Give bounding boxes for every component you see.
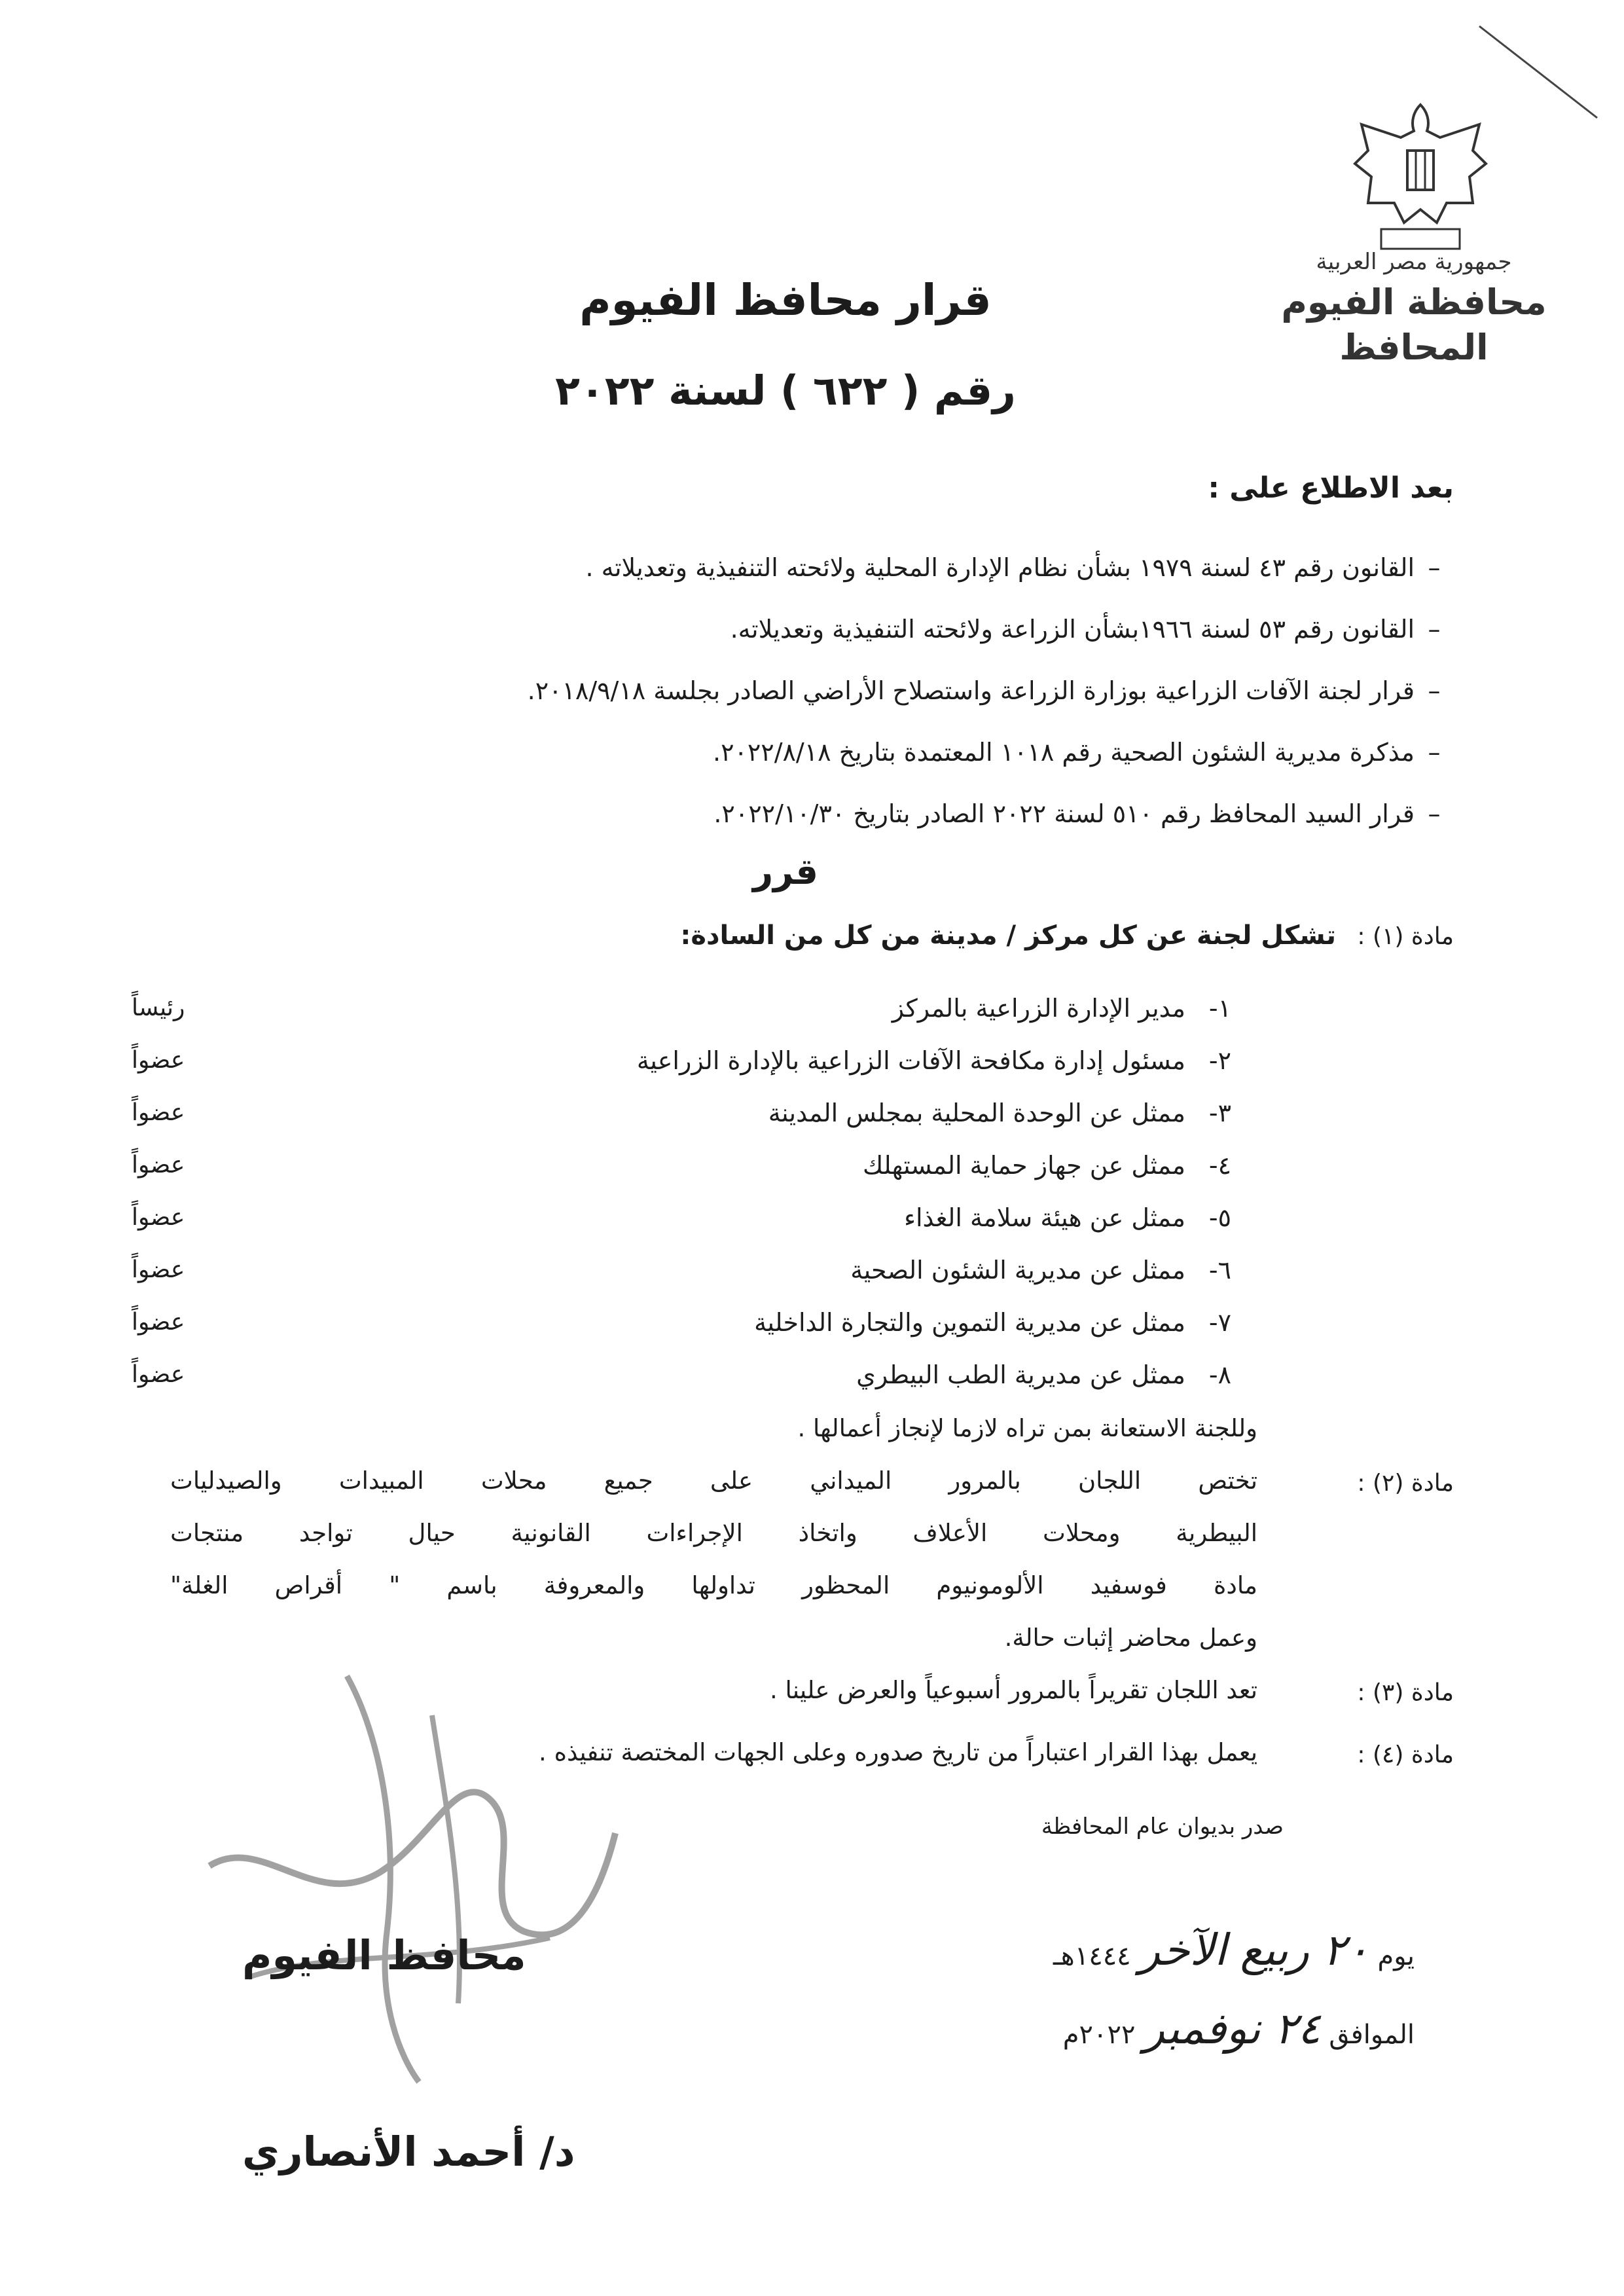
governor-name: د/ أحمد الأنصاري — [242, 2128, 575, 2176]
article2-line: البيطرية ومحلات الأعلاف واتخاذ الإجراءات القانونية حيال تواجد منتجات — [170, 1519, 1257, 1547]
references-list — [145, 537, 1454, 845]
member-role: عضواً — [132, 1204, 185, 1231]
hijri-date: يوم ٢٠ ربيع الآخر ١٤٤٤هـ — [1053, 1925, 1415, 1975]
member-item: ١-مدير الإدارة الزراعية بالمركز رئيساً — [184, 982, 1231, 1034]
decree-number: رقم ( ٦٢٢ ) لسنة ٢٠٢٢ — [555, 367, 1016, 414]
reference-item: –قرار لجنة الآفات الزراعية بوزارة الزراعة واستصلاح الأراضي الصادر بجلسة ٢٠١٨/٩/١٨. — [527, 676, 1441, 705]
article4-label: مادة (٤) : — [1357, 1741, 1454, 1768]
member-role: عضواً — [132, 1099, 185, 1126]
gregorian-date: الموافق ٢٤ نوفمبر ٢٠٢٢م — [1062, 2003, 1415, 2054]
governor-title: محافظ الفيوم — [242, 1931, 526, 1979]
article4-text: يعمل بهذا القرار اعتباراً من تاريخ صدوره وعلى الجهات المختصة تنفيذه . — [539, 1738, 1257, 1766]
article2-label: مادة (٢) : — [1357, 1470, 1454, 1497]
member-role: عضواً — [132, 1256, 185, 1283]
eagle-emblem-icon — [1342, 92, 1499, 262]
article3-text: تعد اللجان تقريراً بالمرور أسبوعياً والعرض علينا . — [769, 1676, 1257, 1704]
signature-image — [183, 1637, 641, 2095]
member-role: عضواً — [132, 1047, 185, 1074]
committee-members-list — [132, 982, 1231, 1401]
member-role: عضواً — [132, 1361, 185, 1388]
seal-governorate: محافظة الفيوم — [1281, 282, 1547, 323]
reference-item: –مذكرة مديرية الشئون الصحية رقم ١٠١٨ المعتمدة بتاريخ ٢٠٢٢/٨/١٨. — [712, 738, 1441, 767]
preamble-intro: بعد الاطلاع على : — [1208, 471, 1454, 505]
article3-label: مادة (٣) : — [1357, 1679, 1454, 1706]
member-item: ٧-ممثل عن مديرية التموين والتجارة الداخلية عضواً — [184, 1296, 1231, 1349]
reference-item: –قرار السيد المحافظ رقم ٥١٠ لسنة ٢٠٢٢ الصادر بتاريخ ٢٠٢٢/١٠/٣٠. — [713, 799, 1441, 828]
decree-title: قرار محافظ الفيوم — [579, 275, 992, 325]
handwritten-gregorian: ٢٤ نوفمبر — [1144, 2003, 1321, 2054]
member-item: ٣-ممثل عن الوحدة المحلية بمجلس المدينة عضواً — [184, 1087, 1231, 1139]
member-item: ٢-مسئول إدارة مكافحة الآفات الزراعية بالإدارة الزراعية عضواً — [184, 1034, 1231, 1087]
member-item: ٨-ممثل عن مديرية الطب البيطري عضواً — [184, 1349, 1231, 1401]
article1-heading: تشكل لجنة عن كل مركز / مدينة من كل من السادة: — [680, 920, 1336, 951]
member-item: ٦-ممثل عن مديرية الشئون الصحية عضواً — [184, 1244, 1231, 1296]
member-item: ٥-ممثل عن هيئة سلامة الغذاء عضواً — [184, 1192, 1231, 1244]
article2-line: تختص اللجان بالمرور الميداني على جميع محلات المبيدات والصيدليات — [170, 1467, 1257, 1495]
seal-country: جمهورية مصر العربية — [1316, 249, 1512, 275]
article2-line: وعمل محاضر إثبات حالة. — [1004, 1624, 1257, 1652]
seal-office: المحافظ — [1339, 327, 1489, 368]
issued-note: صدر بديوان عام المحافظة — [1041, 1813, 1284, 1840]
article1-closing: وللجنة الاستعانة بمن تراه لازما لإنجاز أعمالها . — [797, 1414, 1257, 1442]
reference-item: –القانون رقم ٤٣ لسنة ١٩٧٩ بشأن نظام الإدارة المحلية ولائحته التنفيذية وتعديلاته . — [585, 553, 1441, 582]
decision-heading: قرر — [752, 851, 819, 892]
reference-item: –القانون رقم ٥٣ لسنة ١٩٦٦بشأن الزراعة ولائحته التنفيذية وتعديلاته. — [730, 615, 1441, 644]
article1-label: مادة (١) : — [1357, 923, 1454, 950]
governorate-seal — [1276, 249, 1551, 368]
member-role: عضواً — [132, 1152, 185, 1178]
member-item: ٤-ممثل عن جهاز حماية المستهلك عضواً — [184, 1139, 1231, 1192]
article2-line: مادة فوسفيد الألومونيوم المحظور تداولها والمعروفة باسم " أقراص الغلة" — [170, 1571, 1257, 1599]
handwritten-hijri: ٢٠ ربيع الآخر — [1139, 1925, 1369, 1975]
member-role: رئيساً — [132, 994, 185, 1021]
member-role: عضواً — [132, 1309, 185, 1336]
